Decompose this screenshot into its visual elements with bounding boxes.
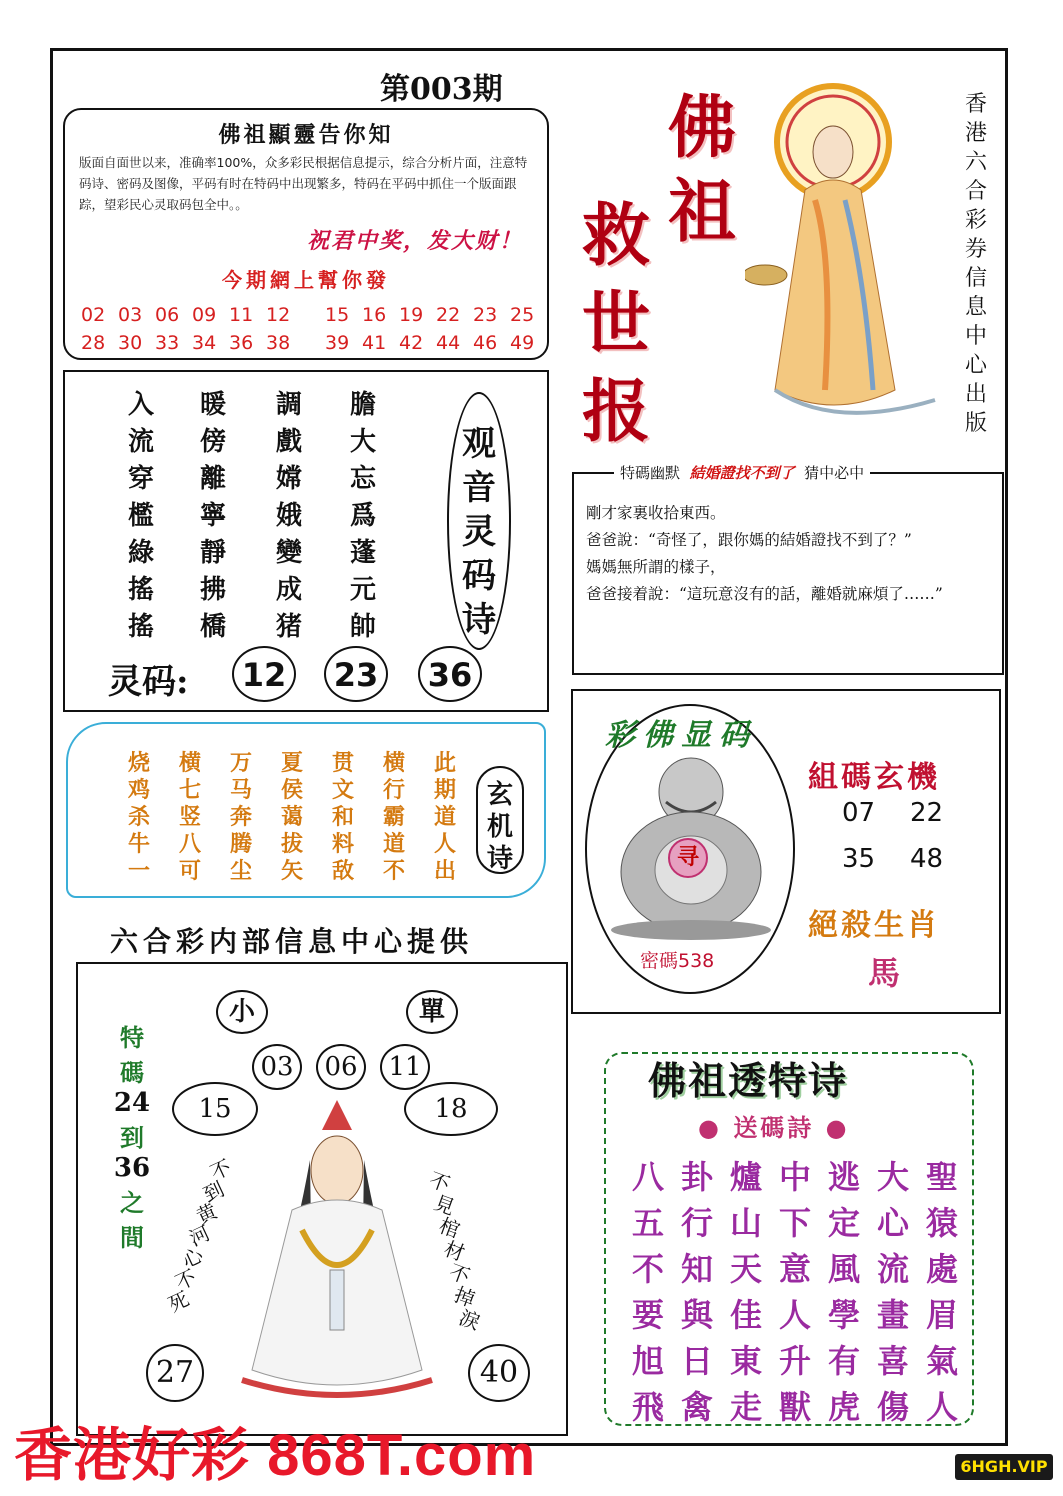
pick-number: 33	[155, 332, 180, 354]
right-phrase-char: 淚	[455, 1305, 483, 1335]
publisher-char: 中	[964, 324, 987, 349]
poem-char: 帥	[350, 612, 377, 642]
poem-char: 暖	[200, 390, 227, 420]
joke-line: 剛才家裏收拾東西。	[586, 504, 726, 522]
combo-number: 07	[842, 798, 876, 828]
mystic-title-char: 机	[486, 812, 513, 842]
right-phrase-char: 不	[425, 1167, 453, 1197]
pick-number: 02	[81, 304, 106, 326]
special-range-char: 間	[120, 1223, 144, 1252]
mystic-char: 马	[230, 777, 253, 803]
poem-char: 嫦	[276, 464, 303, 494]
pick-number: 11	[229, 304, 254, 326]
poem-char: 離	[200, 464, 227, 494]
pick-number: 30	[118, 332, 143, 354]
pick-number: 38	[266, 332, 291, 354]
mystic-title-char: 诗	[486, 844, 513, 874]
poem-char: 調	[276, 390, 303, 420]
poem-char: 檻	[128, 501, 155, 531]
subtitle-text: 送碼詩	[733, 1113, 815, 1142]
left-phrase-char: 不	[206, 1154, 235, 1185]
kill-zodiac: 馬	[868, 954, 901, 992]
special-poem-char: 旭	[632, 1342, 665, 1380]
special-poem-char: 獸	[779, 1388, 812, 1426]
publisher-char: 心	[964, 353, 987, 378]
mystic-char: 期	[434, 777, 457, 803]
right-phrase-char: 材	[440, 1236, 468, 1266]
special-poem-char: 飛	[632, 1388, 665, 1426]
pick-number: 49	[510, 332, 535, 354]
mystic-char: 横	[179, 750, 202, 776]
joke-header-left: 特碼幽默	[620, 464, 681, 482]
publisher-vertical-text	[962, 90, 990, 438]
poem-char: 蓬	[350, 538, 377, 568]
guanyin-standing-illustration	[745, 60, 955, 430]
special-poem-char: 眉	[926, 1296, 959, 1334]
right-phrase-char: 棺	[435, 1213, 463, 1243]
special-range-char: 到	[120, 1123, 144, 1152]
mystic-char: 竖	[179, 804, 202, 830]
special-poem-char: 人	[779, 1296, 812, 1334]
pick-number: 06	[155, 304, 180, 326]
bullet-icon: ●	[825, 1113, 850, 1142]
special-poem-char: 中	[779, 1158, 812, 1196]
guanyin-poem-title	[447, 392, 511, 650]
poem-char: 搖	[128, 575, 155, 605]
special-poem-char: 爐	[730, 1158, 763, 1196]
mystic-char: 贯	[332, 750, 355, 776]
special-poem-char: 五	[632, 1204, 665, 1242]
special-poem-char: 逃	[828, 1158, 861, 1196]
special-poem-char: 行	[681, 1204, 714, 1242]
oval-title-char: 灵	[462, 512, 496, 552]
mystic-char: 横	[383, 750, 406, 776]
special-poem-title: 佛祖透特诗	[648, 1058, 849, 1103]
help-title: 今期網上幫你發	[222, 268, 390, 292]
pick-number: 39	[325, 332, 350, 354]
tag-small: 小	[216, 990, 268, 1034]
joke-line: 爸爸說：“奇怪了，跟你媽的結婚證找不到了？”	[586, 531, 912, 549]
mystic-char: 人	[434, 831, 457, 857]
poem-char: 綠	[128, 538, 155, 568]
joke-header	[614, 462, 870, 483]
left-phrase-char: 心	[178, 1242, 207, 1273]
special-poem-char: 要	[632, 1296, 665, 1334]
left-phrase-char: 不	[171, 1264, 200, 1295]
poem-char: 拂	[200, 575, 227, 605]
mystic-char: 蔼	[281, 804, 304, 830]
mystic-title-char: 玄	[486, 780, 513, 810]
guanyin-seated-illustration	[232, 1100, 442, 1400]
special-range-char: 36	[113, 1153, 151, 1183]
title-char-3: 救	[582, 196, 651, 276]
mystic-char: 霸	[383, 804, 406, 830]
special-poem-char: 人	[926, 1388, 959, 1426]
buddha-arc-title: 彩佛显码	[605, 718, 757, 753]
special-poem-char: 聖	[926, 1158, 959, 1196]
publisher-char: 港	[964, 121, 987, 146]
lingma-number: 12	[232, 646, 296, 702]
pick-number: 23	[473, 304, 498, 326]
mystic-char: 七	[179, 777, 202, 803]
mystic-char: 万	[230, 750, 253, 776]
right-phrase-char: 見	[430, 1190, 458, 1220]
poem-char: 橋	[200, 612, 227, 642]
left-phrase-char: 黄	[192, 1198, 221, 1229]
poem-char: 穿	[128, 464, 155, 494]
special-poem-char: 喜	[877, 1342, 910, 1380]
publisher-char: 香	[964, 92, 987, 117]
special-poem-char: 有	[828, 1342, 861, 1380]
bullet-icon: ●	[698, 1113, 722, 1142]
special-poem-char: 氣	[926, 1342, 959, 1380]
publisher-char: 息	[964, 295, 987, 320]
special-poem-char: 處	[926, 1250, 959, 1288]
lingma-number: 23	[324, 646, 388, 702]
publisher-char: 版	[964, 411, 987, 436]
pick-number: 19	[399, 304, 424, 326]
special-poem-char: 畫	[877, 1296, 910, 1334]
notice-body: 版面自面世以来，准确率100%，众多彩民根据信息提示，综合分析片面，注意特码诗、密码及图像，平码有时在特码中出现繁多，特码在平码中抓住一个版面跟踪，望彩民心灵取码包全中。。	[79, 155, 528, 212]
notice-box	[63, 108, 549, 360]
top-number: 06	[316, 1044, 366, 1090]
side-number: 15	[172, 1082, 258, 1136]
publisher-char: 券	[964, 237, 987, 262]
publisher-char: 合	[964, 179, 987, 204]
special-poem-char: 傷	[877, 1388, 910, 1426]
pick-number: 41	[362, 332, 387, 354]
poem-char: 大	[350, 427, 377, 457]
mystic-char: 矢	[281, 858, 304, 884]
special-poem-char: 八	[632, 1158, 665, 1196]
pick-number: 42	[399, 332, 424, 354]
special-poem-char: 走	[730, 1388, 763, 1426]
mystic-char: 牛	[128, 831, 151, 857]
site-badge: 6HGH.VIP	[955, 1454, 1053, 1480]
pick-number: 28	[81, 332, 106, 354]
mystic-char: 八	[179, 831, 202, 857]
title-char-2: 祖	[668, 172, 737, 252]
poem-char: 爲	[350, 501, 377, 531]
pick-number: 03	[118, 304, 143, 326]
special-poem-char: 天	[730, 1250, 763, 1288]
issue-number: 第003期	[380, 72, 503, 107]
special-poem-char: 虎	[828, 1388, 861, 1426]
joke-box	[572, 464, 1004, 675]
pick-number: 34	[192, 332, 217, 354]
mystic-char: 出	[434, 858, 457, 884]
combo-number: 22	[910, 798, 944, 828]
mystic-char: 文	[332, 777, 355, 803]
poem-char: 變	[276, 538, 303, 568]
kill-zodiac-title: 絕殺生肖	[808, 908, 940, 943]
poem-char: 戲	[276, 427, 303, 457]
provider-text: 六合彩内部信息中心提供	[110, 925, 474, 958]
mystic-char: 杀	[128, 804, 151, 830]
mystic-char: 奔	[230, 804, 253, 830]
special-poem-char: 升	[779, 1342, 812, 1380]
buddha-seal: 寻	[668, 838, 708, 878]
bottom-number: 40	[468, 1344, 530, 1402]
joke-line: 爸爸接着說：“這玩意沒有的話，離婚就麻煩了……”	[586, 585, 943, 603]
oval-title-char: 音	[462, 468, 496, 508]
special-poem-char: 定	[828, 1204, 861, 1242]
special-poem-char: 下	[779, 1204, 812, 1242]
title-char-4: 世	[582, 284, 651, 364]
special-poem-char: 日	[681, 1342, 714, 1380]
oval-title-char: 观	[462, 424, 496, 464]
joke-header-highlight: 結婚證找不到了	[689, 464, 795, 482]
pick-number: 16	[362, 304, 387, 326]
special-poem-char: 東	[730, 1342, 763, 1380]
mystic-char: 行	[383, 777, 406, 803]
special-poem-char: 學	[828, 1296, 861, 1334]
joke-line: 媽媽無所謂的樣子，	[586, 558, 726, 576]
mystic-char: 可	[179, 858, 202, 884]
top-number: 03	[252, 1044, 302, 1090]
mystic-char: 料	[332, 831, 355, 857]
mystic-char: 不	[383, 858, 406, 884]
mystic-char: 敌	[332, 858, 355, 884]
lingma-number: 36	[418, 646, 482, 702]
special-range-char: 之	[120, 1188, 144, 1217]
mystic-char: 此	[434, 750, 457, 776]
publisher-char: 信	[964, 266, 987, 291]
special-poem-char: 禽	[681, 1388, 714, 1426]
mystic-char: 道	[383, 831, 406, 857]
pick-number: 25	[510, 304, 535, 326]
special-poem-char: 佳	[730, 1296, 763, 1334]
numbers-row-1	[81, 304, 547, 326]
right-phrase-char: 掉	[450, 1282, 478, 1312]
poem-char: 傍	[200, 427, 227, 457]
poem-char: 娥	[276, 501, 303, 531]
special-poem-char: 不	[632, 1250, 665, 1288]
joke-header-right: 猜中必中	[804, 464, 865, 482]
wish-text: 祝君中奖，发大财！	[306, 228, 523, 254]
lingma-label: 灵码:	[108, 662, 189, 702]
special-range-char: 特	[120, 1023, 144, 1052]
special-poem-char: 山	[730, 1204, 763, 1242]
oval-title-char: 码	[462, 556, 496, 596]
combo-title: 組碼玄機	[808, 760, 940, 795]
special-poem-char: 意	[779, 1250, 812, 1288]
pick-number: 46	[473, 332, 498, 354]
title-char-5: 报	[582, 372, 651, 452]
side-number: 18	[404, 1082, 498, 1136]
combo-number: 35	[842, 844, 876, 874]
mystic-char: 和	[332, 804, 355, 830]
publisher-char: 出	[964, 382, 987, 407]
special-poem-subtitle	[698, 1108, 850, 1143]
numbers-row-2	[81, 332, 547, 354]
publisher-char: 彩	[964, 208, 987, 233]
mystic-char: 一	[128, 858, 151, 884]
special-poem-char: 與	[681, 1296, 714, 1334]
left-phrase-char: 河	[185, 1220, 214, 1251]
tag-single: 單	[406, 990, 458, 1034]
pick-number: 22	[436, 304, 461, 326]
joke-text	[586, 500, 992, 608]
poem-char: 搖	[128, 612, 155, 642]
bottom-number: 27	[146, 1344, 204, 1402]
mystic-char: 烧	[128, 750, 151, 776]
combo-number: 48	[910, 844, 944, 874]
special-poem-char: 猿	[926, 1204, 959, 1242]
poem-char: 成	[276, 575, 303, 605]
mystic-char: 鸡	[128, 777, 151, 803]
special-range-char: 24	[113, 1088, 151, 1118]
publisher-char: 六	[964, 150, 987, 175]
mystic-char: 侯	[281, 777, 304, 803]
special-poem-char: 大	[877, 1158, 910, 1196]
poem-char: 膽	[350, 390, 377, 420]
oval-title-char: 诗	[462, 600, 496, 640]
special-poem-char: 心	[877, 1204, 910, 1242]
poem-char: 猪	[276, 612, 303, 642]
special-poem-char: 卦	[681, 1158, 714, 1196]
special-poem-char: 知	[681, 1250, 714, 1288]
special-poem-char: 流	[877, 1250, 910, 1288]
mystic-char: 道	[434, 804, 457, 830]
poem-char: 靜	[200, 538, 227, 568]
poem-char: 流	[128, 427, 155, 457]
special-range-vertical	[110, 1018, 154, 1253]
special-poem-char: 風	[828, 1250, 861, 1288]
secret-code: 密碼538	[640, 950, 715, 972]
poem-char: 寧	[200, 501, 227, 531]
poem-char: 元	[350, 575, 377, 605]
mystic-char: 夏	[281, 750, 304, 776]
footer-watermark: 香港好彩 868T.com	[14, 1423, 537, 1488]
top-number: 11	[380, 1044, 430, 1090]
pick-number: 09	[192, 304, 217, 326]
poem-char: 忘	[350, 464, 377, 494]
title-char-1: 佛	[668, 88, 737, 168]
pick-number: 44	[436, 332, 461, 354]
mystic-char: 拔	[281, 831, 304, 857]
pick-number: 12	[266, 304, 291, 326]
poem-char: 入	[128, 390, 155, 420]
mystic-poem-title	[476, 766, 524, 874]
pick-number: 36	[229, 332, 254, 354]
mystic-char: 尘	[230, 858, 253, 884]
left-phrase-char: 死	[164, 1286, 193, 1317]
right-phrase-char: 不	[445, 1259, 473, 1289]
left-phrase-char: 到	[199, 1176, 228, 1207]
notice-title: 佛祖顯靈告你知	[218, 122, 394, 148]
mystic-char: 腾	[230, 831, 253, 857]
special-range-char: 碼	[120, 1058, 144, 1087]
pick-number: 15	[325, 304, 350, 326]
